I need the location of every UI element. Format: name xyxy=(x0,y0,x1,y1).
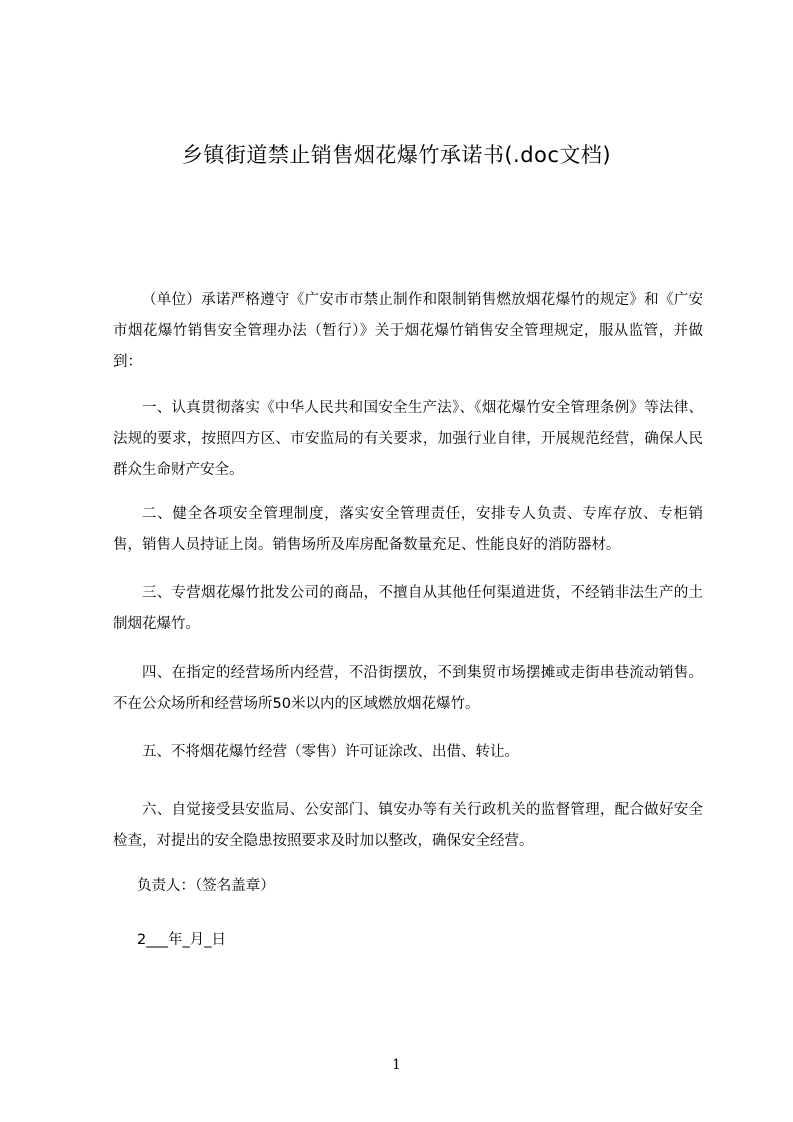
commitment-item-3: 三、专营烟花爆竹批发公司的商品，不擅自从其他任何渠道进货，不经销非法生产的土制烟花爆竹。 xyxy=(113,585,703,632)
date-line: 2___年_月_日 xyxy=(137,932,226,948)
commitment-item-6: 六、自觉接受县安监局、公安部门、镇安办等有关行政机关的监督管理，配合做好安全检查，对提出的安全隐患按照要求及时加以整改，确保安全经营。 xyxy=(113,802,703,849)
commitment-item-2: 二、健全各项安全管理制度，落实安全管理责任，安排专人负责、专库存放、专柜销售，销售人员持证上岗。销售场所及库房配备数量充足、性能良好的消防器材。 xyxy=(113,506,703,553)
document-title: 乡镇街道禁止销售烟花爆竹承诺书(.doc文档) xyxy=(181,143,612,167)
commitment-item-1: 一、认真贯彻落实《中华人民共和国安全生产法》、《烟花爆竹安全管理条例》等法律、法规的要求，按照四方区、市安监局的有关要求，加强行业自律，开展规范经营，确保人民群众生命财产安全。 xyxy=(113,400,703,478)
signer-line: 负责人：（签名盖章） xyxy=(137,878,275,894)
commitment-intro-paragraph: （单位）承诺严格遵守《广安市市禁止制作和限制销售燃放烟花爆竹的规定》和《广安市烟花爆竹销售安全管理办法（暂行）》关于烟花爆竹销售安全管理规定，服从监管，并做到： xyxy=(113,292,703,370)
commitment-item-4: 四、在指定的经营场所内经营，不沿街摆放，不到集贸市场摆摊或走街串巷流动销售。不在公众场所和经营场所50米以内的区域燃放烟花爆竹。 xyxy=(113,665,703,712)
commitment-item-5: 五、不将烟花爆竹经营（零售）许可证涂改、出借、转让。 xyxy=(142,744,519,760)
page-number: 1 xyxy=(392,1057,401,1073)
